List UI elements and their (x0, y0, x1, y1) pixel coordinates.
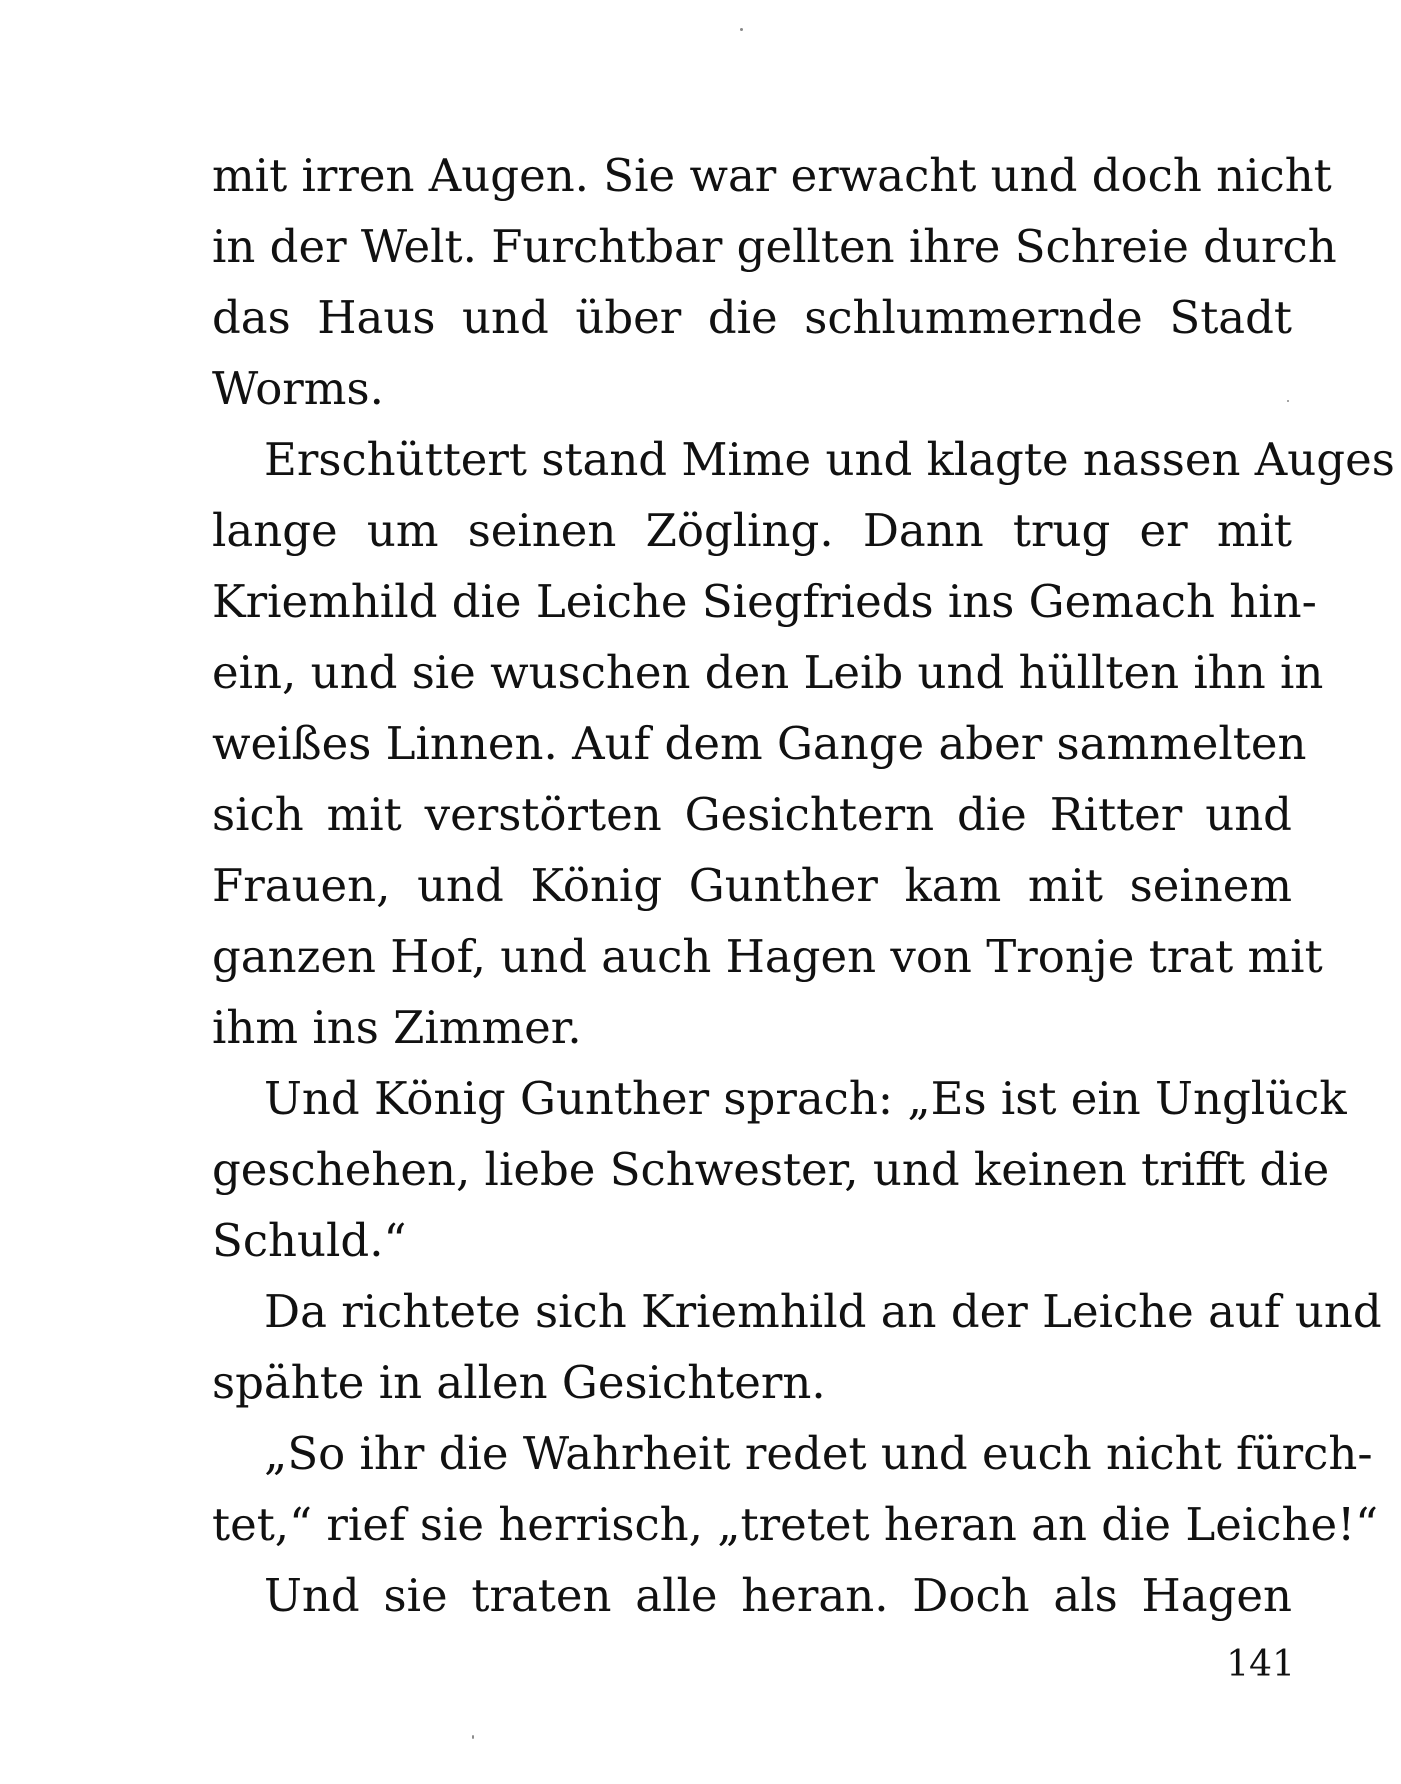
text-line: lange um seinen Zögling. Dann trug er mit (212, 504, 1292, 557)
page-number: 141 (1226, 1644, 1295, 1685)
text-line: Erschüttert stand Mime und klagte nassen Auges (264, 433, 1395, 486)
text-line: ein, und sie wuschen den Leib und hüllten ihn in (212, 646, 1324, 699)
paragraph-5 (212, 1418, 1379, 1560)
paragraph-3 (212, 1063, 1347, 1276)
text-line: weißes Linnen. Auf dem Gange aber sammelten (212, 717, 1307, 770)
text-line: „So ihr die Wahrheit redet und euch nicht fürch- (264, 1427, 1373, 1480)
paragraph-6 (212, 1560, 1292, 1631)
text-line: Und sie traten alle heran. Doch als Hagen (264, 1569, 1292, 1622)
text-line: spähte in allen Gesichtern. (212, 1356, 826, 1409)
paragraph-1 (212, 140, 1337, 424)
text-line: Schuld.“ (212, 1214, 407, 1267)
text-line: Da richtete sich Kriemhild an der Leiche auf und (264, 1285, 1382, 1338)
text-line: ganzen Hof, und auch Hagen von Tronje trat mit (212, 930, 1323, 983)
scan-speck (472, 1735, 474, 1739)
scan-speck (1287, 400, 1289, 402)
text-line: in der Welt. Furchtbar gellten ihre Schreie durch (212, 220, 1337, 273)
text-line: sich mit verstörten Gesichtern die Ritter und (212, 788, 1292, 841)
scan-speck (740, 28, 743, 31)
text-line: Frauen, und König Gunther kam mit seinem (212, 859, 1292, 912)
text-line: Worms. (212, 362, 384, 415)
paragraph-2 (212, 424, 1395, 1063)
body-text (212, 140, 1395, 1631)
text-line: geschehen, liebe Schwester, und keinen trifft die (212, 1143, 1330, 1196)
text-line: tet,“ rief sie herrisch, „tretet heran an die Leiche!“ (212, 1498, 1379, 1551)
paragraph-4 (212, 1276, 1382, 1418)
text-line: Und König Gunther sprach: „Es ist ein Unglück (264, 1072, 1347, 1125)
text-line: ihm ins Zimmer. (212, 1001, 582, 1054)
text-line: das Haus und über die schlummernde Stadt (212, 291, 1292, 344)
text-line: Kriemhild die Leiche Siegfrieds ins Gemach hin- (212, 575, 1317, 628)
text-line: mit irren Augen. Sie war erwacht und doch nicht (212, 149, 1332, 202)
